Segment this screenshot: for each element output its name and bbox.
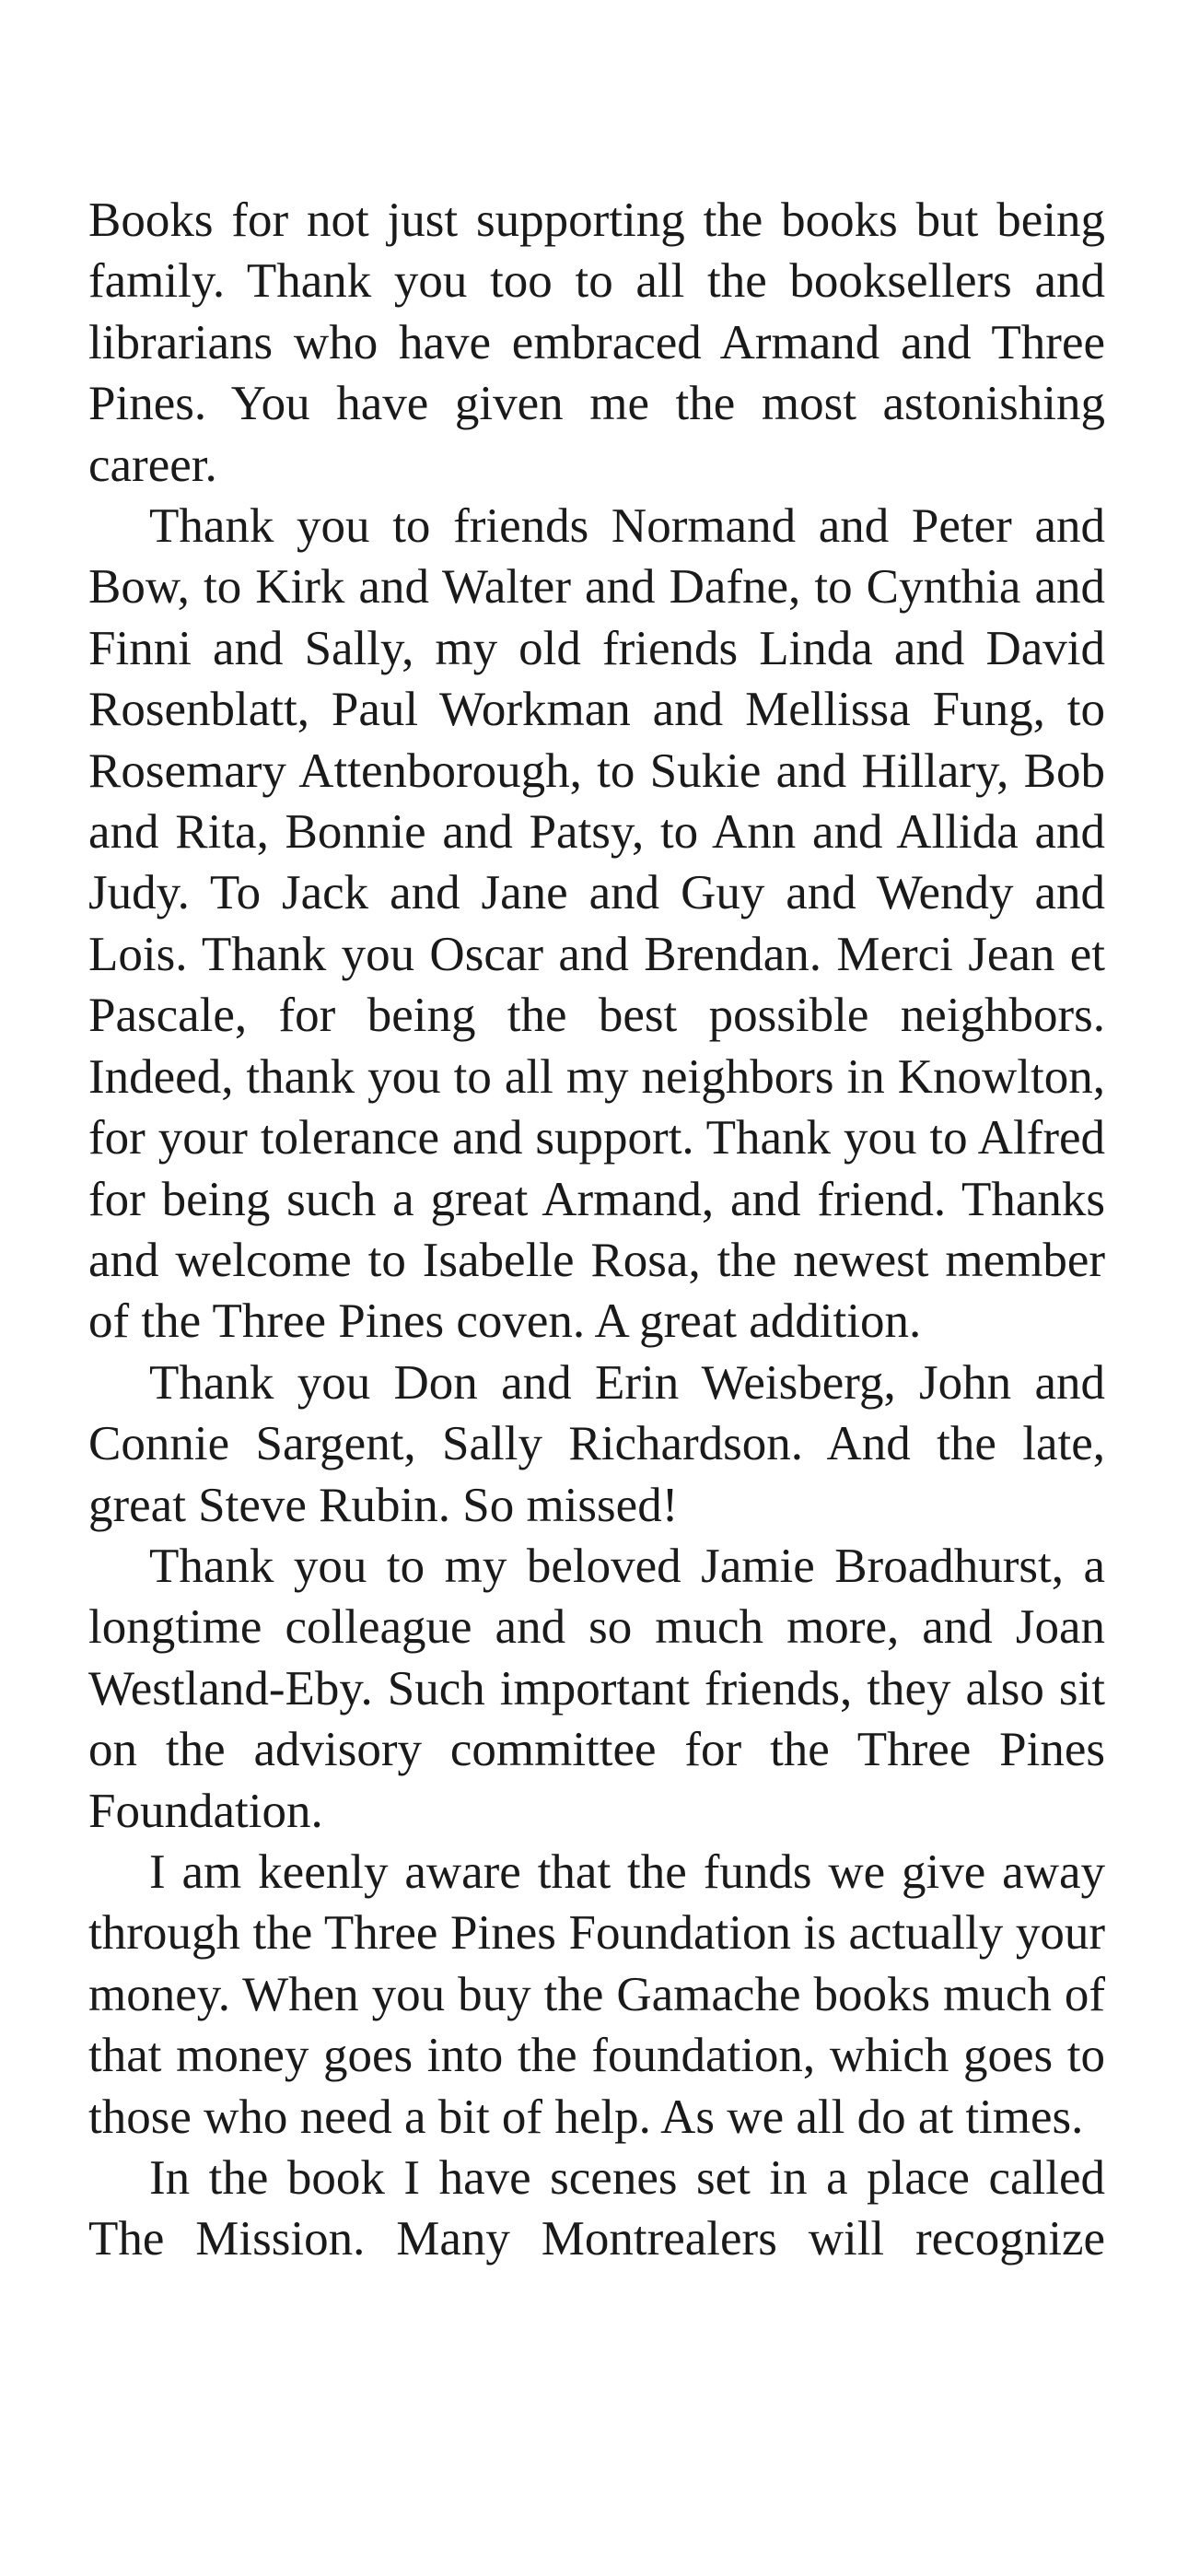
paragraph-mission: In the book I have scenes set in a place called The Mission. Many Montrealers will recognize (88, 2151, 1105, 2266)
paragraph-foundation: I am keenly aware that the funds we give away through the Three Pines Foundation is actually your money. When you buy the Gamache books much of that money goes into the foundation, which goes to those who need a bit of help. As we all do at times. (88, 1844, 1105, 2144)
reading-page[interactable] (88, 190, 1105, 2270)
paragraph-broadhurst: Thank you to my beloved Jamie Broadhurst, a longtime colleague and so much more, and Joan Westland-Eby. Such important friends, they also sit on the advisory committee for the Three Pines Foundation. (88, 1539, 1105, 1838)
paragraph-continued: Books for not just supporting the books but being family. Thank you too to all the booksellers and librarians who have embraced Armand and Three Pines. You have given me the most astonishing career. (88, 193, 1105, 492)
paragraph-friends: Thank you to friends Normand and Peter and Bow, to Kirk and Walter and Dafne, to Cynthia and Finni and Sally, my old friends Linda and David Rosenblatt, Paul Workman and Mellissa Fung, to Rosemary Attenborough, to Sukie and Hillary, Bob and Rita, Bonnie and Patsy, to Ann and Allida and Judy. To Jack and Jane and Guy and Wendy and Lois. Thank you Oscar and Brendan. Merci Jean et Pascale, for being the best possible neighbors. Indeed, thank you to all my neighbors in Knowlton, for your tolerance and support. Thank you to Alfred for being such a great Armand, and friend. Thanks and welcome to Isabelle Rosa, the newest member of the Three Pines coven. A great addition. (88, 499, 1105, 1349)
paragraph-weisberg: Thank you Don and Erin Weisberg, John and Connie Sargent, Sally Richardson. And the late, great Steve Rubin. So missed! (88, 1355, 1105, 1532)
